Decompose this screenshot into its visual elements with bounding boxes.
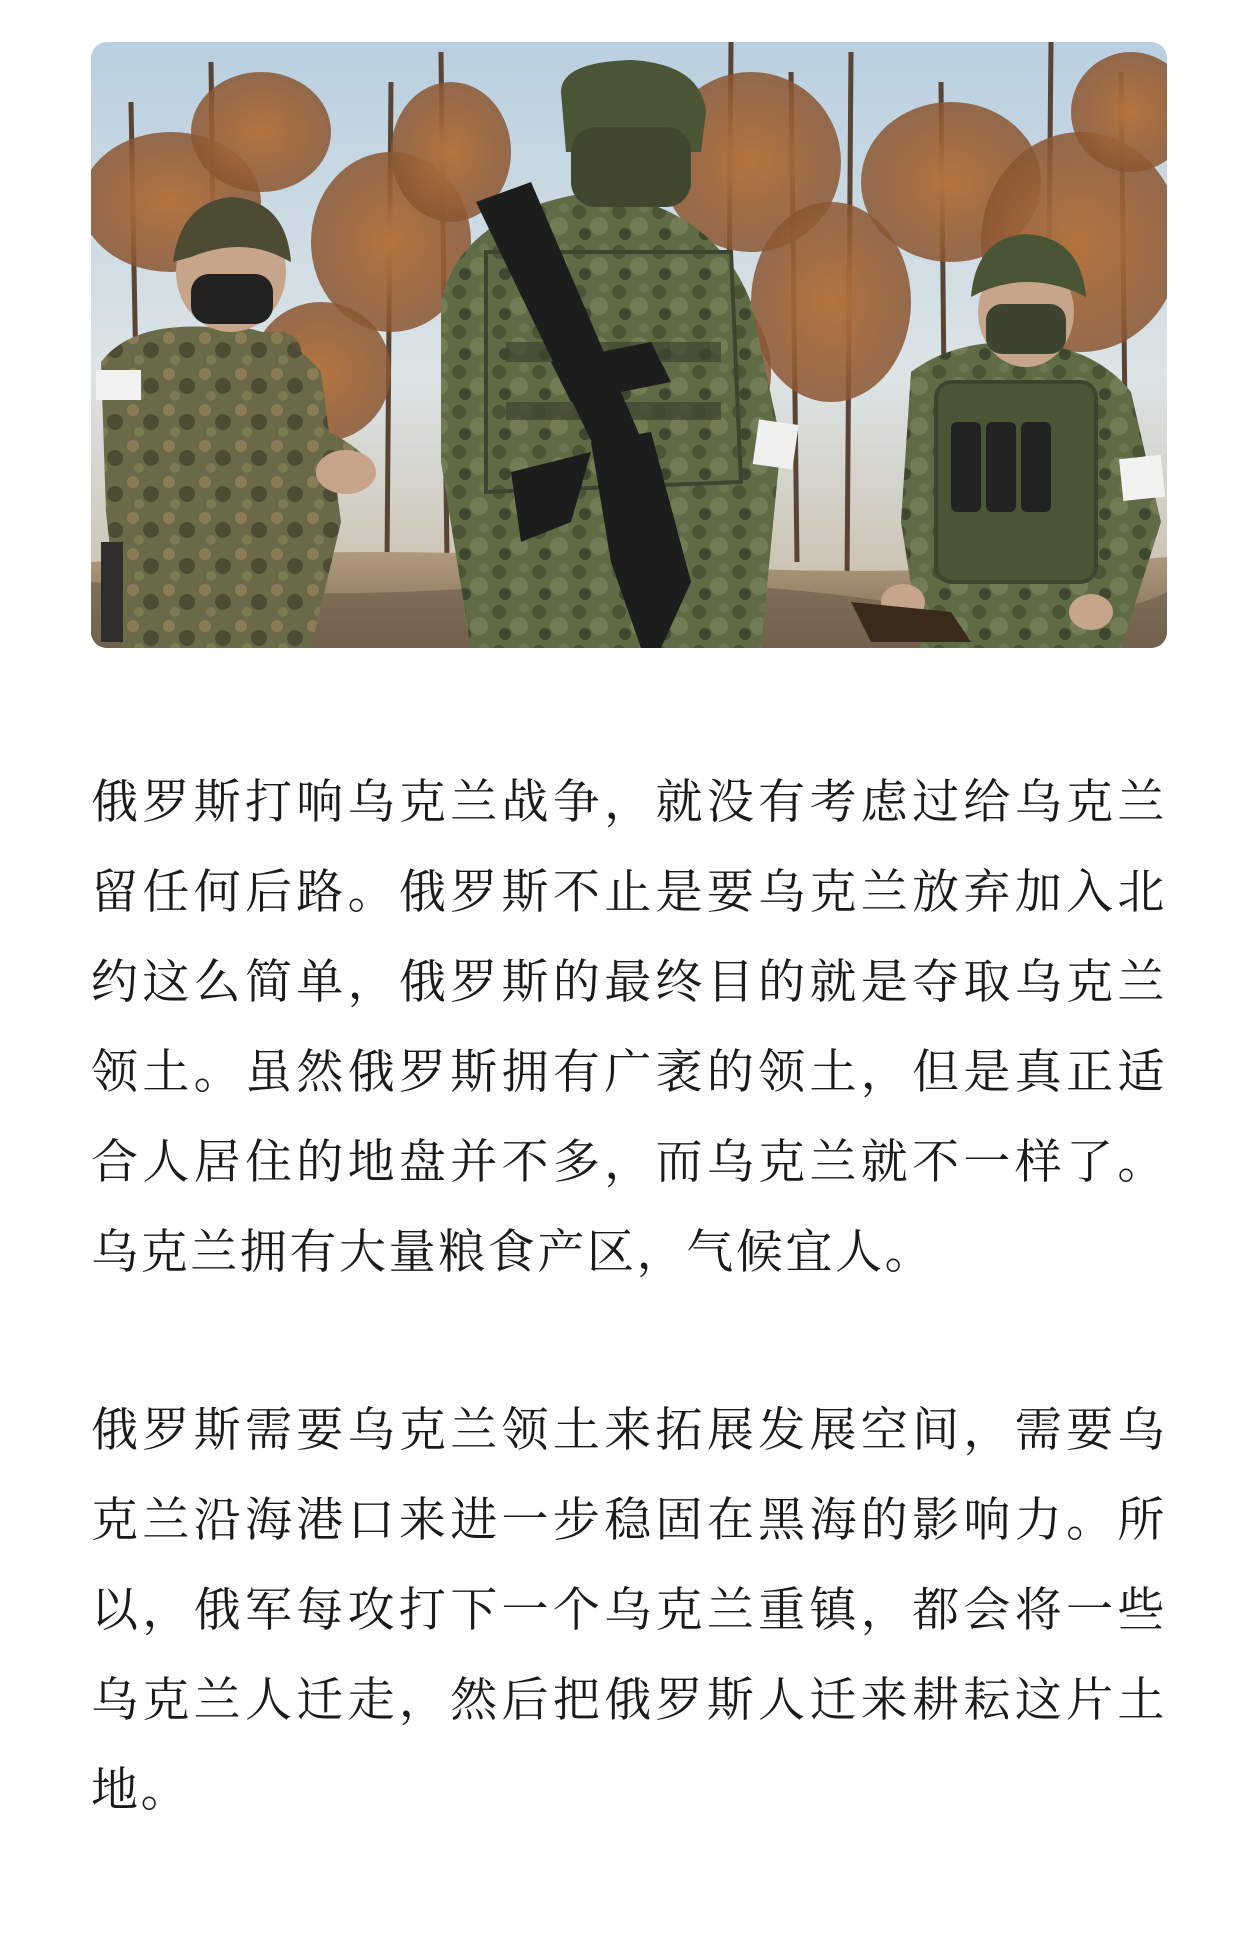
- article: [91, 42, 1167, 1836]
- article-paragraph-2: 俄罗斯需要乌克兰领土来拓展发展空间，需要乌克兰沿海港口来进一步稳固在黑海的影响力。所以，俄军每攻打下一个乌克兰重镇，都会将一些乌克兰人迁走，然后把俄罗斯人迁来耕耘这片土地。: [91, 1403, 1167, 1818]
- article-paragraph-1: 俄罗斯打响乌克兰战争，就没有考虑过给乌克兰留任何后路。俄罗斯不止是要乌克兰放弃加入北约这么简单，俄罗斯的最终目的就是夺取乌克兰领土。虽然俄罗斯拥有广袤的领土，但是真正适合人居住的地盘并不多，而乌克兰就不一样了。乌克兰拥有大量粮食产区，气候宜人。: [91, 775, 1167, 1280]
- photo-soldiers-in-burnt-forest-icon: [91, 42, 1167, 648]
- article-photo[interactable]: [91, 42, 1167, 648]
